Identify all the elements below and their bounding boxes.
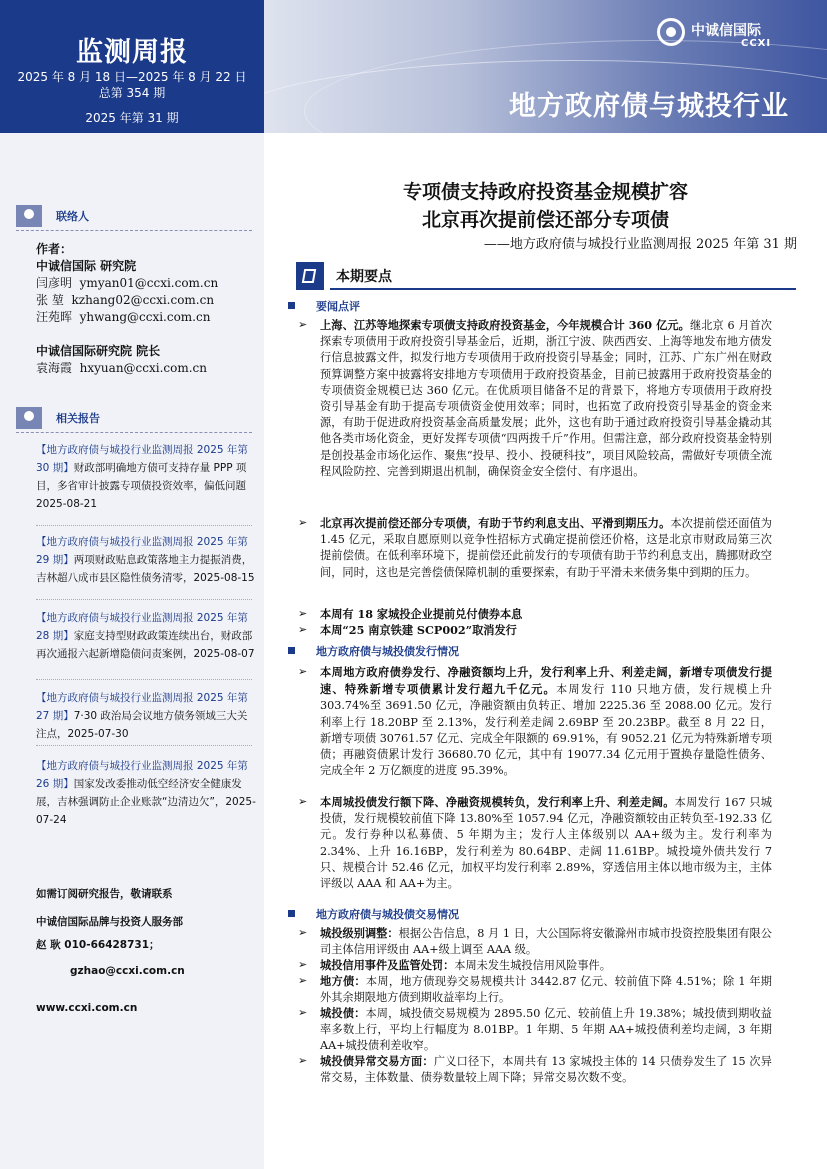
contacts-header — [16, 205, 89, 227]
arrow-icon: ➢ — [298, 1006, 308, 1019]
subscribe-text: 如需订阅研究报告，敬请联系 — [36, 888, 173, 900]
issuance-item-1: ➢ 本周地方政府债券发行、净融资额均上升，发行利率上升、利差走阔，新增专项债发行提速、特殊新增专项债累计发行超九千亿元。本周发行 110 只地方债，发行规模上升 303.74%至 3691.50 亿元，净融资额由负转正、增加 2225.36 至 2088.00 亿元。发行利率上行 18.20BP 至 2.13%，发行利差走阔 2.69BP 至 20.23BP。截至 8 月 22 日，新增专项债 30761.57 亿元、完成全年限额的 69.91%，有 9052.21 亿元为特殊新增专项债；再融资债累计发行 36680.70 亿元，其中有 19077.34 亿元用于置换存量隐性债务、完成全年 2 万亿额度的进度 95.39%。 — [298, 665, 772, 778]
arrow-icon: ➢ — [298, 958, 308, 971]
arrow-icon: ➢ — [298, 665, 308, 678]
highlights-label: 本期要点 — [336, 269, 392, 285]
header-left-panel — [0, 0, 264, 133]
section-issuance-title: 地方政府债与城投债发行情况 — [316, 645, 459, 658]
author-row: 闫彦明 ymyan01@ccxi.com.cn — [36, 276, 219, 290]
service-dept: 中诚信国际品牌与投资人服务部 — [36, 916, 183, 928]
bullet-square-icon — [288, 647, 295, 654]
arrow-icon: ➢ — [298, 926, 308, 939]
org-name: 中诚信国际 研究院 — [36, 259, 137, 273]
highlights-header — [296, 262, 796, 290]
trading-item-2: ➢ 城投信用事件及监管处罚：本周未发生城投信用风险事件。 — [298, 958, 611, 972]
logo-cn: 中诚信国际 — [691, 23, 761, 39]
main-subtitle: ——地方政府债与城投行业监测周报 2025 年第 31 期 — [483, 237, 797, 252]
director-label: 中诚信国际研究院 院长 — [36, 344, 161, 358]
trading-item-3: ➢ 地方债：本周，地方债现券交易规模共计 3442.87 亿元、较前值下降 4.51%；除 1 年期外其余期限地方债到期收益率均上行。 — [298, 974, 772, 1005]
report-type: 监测周报 — [76, 37, 188, 68]
related-report-item[interactable]: 【地方政府债与城投行业监测周报 2025 年第 27 期】7·30 政治局会议地方债务领域三大关注点，2025-07-30 — [36, 692, 248, 740]
news-item-2: ➢ 北京再次提前偿还部分专项债，有助于节约利息支出、平滑到期压力。本次提前偿还面值为 1.45 亿元，采取自愿原则以竞争性招标方式确定提前偿还价格，这是北京市财政局第三次提前偿债。在低利率环境下，提前偿还此前发行的专项债有助于节约利息支出，腾挪财政空间，同时，这也是完善偿债保障机制的重要探索，有助于平滑未来债务集中到期的压力。 — [298, 516, 772, 579]
trading-item-4: ➢ 城投债：本周，城投债交易规模为 2895.50 亿元、较前值上升 19.38%；城投债到期收益率多数上行，平均上行幅度为 8.01BP。1 年期、5 年期 AA+城投债利差均走阔，3 年期 AA+城投债利差收窄。 — [298, 1006, 772, 1053]
ccxi-logo — [657, 16, 797, 56]
director-block — [36, 343, 207, 377]
director-email[interactable]: hxyuan@ccxi.com.cn — [79, 361, 207, 375]
related-report-item[interactable]: 【地方政府债与城投行业监测周报 2025 年第 26 期】国家发改委推动低空经济安全健康发展，吉林强调防止企业账款“边清边欠”，2025-07-24 — [36, 760, 256, 826]
bullet-square-icon — [288, 302, 295, 309]
footer-website[interactable]: www.ccxi.com.cn — [36, 1002, 138, 1014]
main-title-line1: 专项债支持政府投资基金规模扩容 — [402, 181, 688, 203]
related-report-item[interactable]: 【地方政府债与城投行业监测周报 2025 年第 28 期】家庭支持型财政政策连续出台，财政部再次通报六起新增隐债问责案例，2025-08-07 — [36, 612, 255, 660]
author-email[interactable]: yhwang@ccxi.com.cn — [79, 310, 211, 324]
arrow-icon: ➢ — [298, 974, 308, 987]
author-row: 汪苑晖 yhwang@ccxi.com.cn — [36, 310, 211, 324]
author-email[interactable]: kzhang02@ccxi.com.cn — [71, 293, 215, 307]
author-row: 张 堃 kzhang02@ccxi.com.cn — [36, 293, 215, 307]
edit-icon — [296, 262, 324, 290]
report-date-range: 2025 年 8 月 18 日—2025 年 8 月 22 日 — [17, 70, 247, 84]
issuance-item-2: ➢ 本周城投债发行额下降、净融资规模转负，发行利率上升、利差走阔。本周发行 167 只城投债，发行规模较前值下降 13.80%至 1057.94 亿元，净融资额较由正转负至-192.33 亿元。发行券种以私募债、5 年期为主；发行人主体级别以 AA+级为主。发行利率为 2.34%、上升 16.16BP，发行利差为 80.64BP、走阔 11.61BP。城投境外债共发行 7 只、规模合计 52.46 亿元，加权平均发行利率 2.89%，穿透信用主体以地市级为主，主体评级以 AAA 和 AA+为主。 — [298, 795, 772, 891]
director-name: 袁海霞 — [36, 361, 73, 375]
author-email[interactable]: ymyan01@ccxi.com.cn — [79, 276, 219, 290]
arrow-icon: ➢ — [298, 516, 308, 529]
arrow-icon: ➢ — [298, 623, 308, 636]
report-icon — [16, 407, 42, 429]
header-right-banner — [264, 0, 827, 133]
section-trading-title: 地方政府债与城投债交易情况 — [316, 908, 459, 921]
footer-email[interactable]: gzhao@ccxi.com.cn — [70, 965, 185, 977]
arrow-icon: ➢ — [298, 795, 308, 808]
main-title-line2: 北京再次提前偿还部分专项债 — [421, 209, 669, 231]
news-item-4: ➢ 本周“25 南京铁建 SCP002”取消发行 — [298, 623, 517, 637]
related-report-item[interactable]: 【地方政府债与城投行业监测周报 2025 年第 30 期】财政部明确地方债可支持存量 PPP 项目，多省审计披露专项债投资效率，偏低问题 2025-08-21 — [36, 444, 248, 510]
trading-item-5: ➢ 城投债异常交易方面：广义口径下，本周共有 13 家城投主体的 14 只债券发生了 15 次异常交易，主体数量、债券数量较上周下降；异常交易次数不变。 — [298, 1054, 772, 1085]
arrow-icon: ➢ — [298, 607, 308, 620]
related-report-item[interactable]: 【地方政府债与城投行业监测周报 2025 年第 29 期】两项财政贴息政策落地主力提振消费，吉林超八成市县区隐性债务清零，2025-08-15 — [36, 536, 255, 584]
logo-en: CCXI — [741, 38, 772, 49]
week-issue: 2025 年第 31 期 — [85, 111, 179, 125]
news-item-3: ➢ 本周有 18 家城投企业提前兑付债券本息 — [298, 607, 523, 621]
logo-mark-icon — [657, 18, 685, 46]
sector-title: 地方政府债与城投行业 — [509, 91, 789, 122]
trading-item-1: ➢ 城投级别调整：根据公告信息，8 月 1 日，大公国际将安徽滁州市城市投资控股集团有限公司主体信用评级由 AA+级上调至 AAA 级。 — [298, 926, 772, 957]
arrow-icon: ➢ — [298, 1054, 308, 1067]
person-icon — [16, 205, 42, 227]
news-item-1: ➢ 上海、江苏等地探索专项债支持政府投资基金，今年规模合计 360 亿元。继北京 6 月首次探索专项债用于政府投资引导基金后，近期，浙江宁波、陕西西安、上海等地发布地方债发行信息披露文件，拟发行地方专项债用于政府投资引导基金；同时，江苏、广东广州在财政预算调整方案中披露将安排地方专项债用于政府投资基金，目前已披露用于政府投资基金的专项债资金规模已达 360 亿元。在优质项目储备不足的背景下，将地方专项债用于政府投资引导基金有助于提高专项债资金使用效率；同时，也拓宽了政府投资引导基金的资金来源，有助于促进政府投资基金高质量发展；此外，这也有助于通过政府投资引导基金撬动其他各类市场化资金，更好发挥专项债“四两拨千斤”作用。但需注意，部分政府投资基金特别是创投基金市场化运作、聚焦“投早、投小、投硬科技”，项目风险较高，需做好专项债全流程风险防控、完善到期退出机制，确保资金安全偿付、有序退出。 — [298, 318, 772, 478]
arrow-icon: ➢ — [298, 318, 308, 331]
section-news-title: 要闻点评 — [316, 300, 360, 313]
related-header — [16, 407, 100, 429]
related-label: 相关报告 — [56, 412, 100, 425]
total-issue: 总第 354 期 — [98, 86, 166, 100]
authors-label: 作者： — [36, 242, 73, 256]
authors-block — [36, 241, 218, 326]
footer-contact: 赵 耿 010-66428731； — [36, 939, 160, 951]
sidebar — [0, 133, 264, 1169]
contacts-label: 联络人 — [56, 210, 89, 223]
bullet-square-icon — [288, 910, 295, 917]
